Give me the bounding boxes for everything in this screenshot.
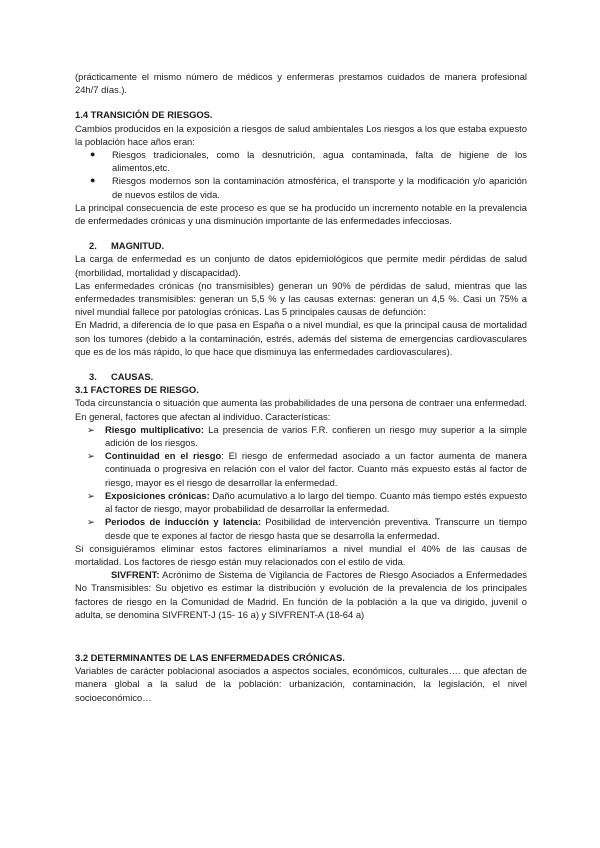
list-item (75, 423, 527, 449)
arrow-bullet-icon: ➢ (87, 450, 95, 462)
characteristics-list (75, 423, 527, 542)
arrow-bullet-icon: ➢ (87, 516, 95, 528)
list-item (75, 515, 527, 541)
section-2-paragraph-3: En Madrid, a diferencia de lo que pasa en España o a nivel mundial, es que la principal causa de mortalidad son los tumores (debido a la contaminación, estrés, además del sistema de emergencias cardiovasculares que es de los más rápido, lo que hace que disminuya las enfermedades cardiovasculares). (75, 319, 527, 357)
item-term: Exposiciones crónicas: (105, 489, 210, 501)
intro-paragraph: (prácticamente el mismo número de médicos y enfermeras prestamos cuidados de manera profesional 24h/7 días.). (75, 71, 527, 96)
list-item (75, 449, 527, 489)
risk-bullet-list (75, 148, 527, 201)
section-3-title: CAUSAS. (111, 371, 154, 383)
section-2-heading (75, 239, 527, 252)
item-term: Periodos de inducción y latencia: (105, 516, 261, 528)
section-3-1-paragraph: Toda circunstancia o situación que aumenta las probabilidades de una persona de contraer una enfermedad. En general, factores que afectan al individuo. Características: (75, 397, 527, 422)
section-1-4-conclusion: La principal consecuencia de este proceso es que se ha producido un incremento notable en la prevalencia de enfermedades crónicas y una disminución importante de las enfermedades infecciosas. (75, 201, 527, 227)
section-2-number: 2. (89, 240, 97, 252)
section-3-2-paragraph: Variables de carácter poblacional asociados a aspectos sociales, económicos, culturales…. que afectan de manera global a la salud de la población: urbanización, contaminación, la legislación, el nivel socioeconómico… (75, 665, 527, 703)
sivfrent-term: SIVFRENT: (111, 569, 160, 581)
item-term: Continuidad en el riesgo (105, 450, 222, 462)
item-text: Daño acumulativo a lo largo del tiempo. Cuanto más tiempo estés expuesto al factor de riesgo, mayor probabilidad de desarrollar la enfermedad. (105, 489, 527, 515)
section-1-4-heading: 1.4 TRANSICIÓN DE RIESGOS. (75, 109, 213, 121)
item-text: : El riesgo de enfermedad asociado a un factor aumenta de manera continuada o progresiva en relación con el valor del factor. Cuanto más expuesto estás al factor de riesgo, mayor es el riesgo de desarrollar la enfermedad. (105, 450, 527, 488)
item-text: La presencia de varios F.R. confieren un riesgo muy superior a la simple adición de los riesgos. (105, 423, 527, 449)
list-item (75, 174, 527, 200)
list-item (75, 148, 527, 174)
sivfrent-paragraph (75, 568, 527, 621)
arrow-bullet-icon: ➢ (87, 489, 95, 501)
item-term: Riesgo multiplicativo: (105, 423, 204, 435)
bullet-icon: ● (90, 149, 96, 160)
list-item (75, 489, 527, 515)
section-2-title: MAGNITUD. (111, 240, 165, 252)
section-3-1-heading: 3.1 FACTORES DE RIESGO. (75, 384, 199, 396)
section-3-number: 3. (89, 371, 97, 383)
section-3-1-paragraph-2: Si consiguiéramos eliminar estos factores eliminaríamos a nivel mundial el 40% de las causas de mortalidad. Los factores de riesgo están muy relacionados con el estilo de vida. (75, 542, 527, 567)
sivfrent-text: Acrónimo de Sistema de Vigilancia de Factores de Riesgo Asociados a Enfermedades No Transmisibles: Su objetivo es estimar la distribución y evolución de la prevalencia de los principales factores de riesgo en la Comunidad de Madrid. En función de la población a la que va dirigido, juvenil o adulta, se denomina SIVFRENT-J (15- 16 a) y SIVFRENT-A (18-64 a) (75, 569, 527, 620)
section-1-4-paragraph: Cambios producidos en la exposición a riesgos de salud ambientales Los riesgos a los que estaba expuesto la población hace años eran: (75, 122, 527, 147)
arrow-bullet-icon: ➢ (87, 423, 95, 435)
section-2-paragraph-2: Las enfermedades crónicas (no transmisibles) generan un 90% de pérdidas de salud, mientras que las enfermedades transmisibles: generan un 5,5 % y las causas externas: generan un 4,5 %. Casi un 75% a nivel mundial fallece por patologías crónicas. Las 5 principales causas de defunción: (75, 279, 527, 318)
section-3-2-heading: 3.2 DETERMINANTES DE LAS ENFERMEDADES CRÓNICAS. (75, 651, 345, 663)
bullet-text: Riesgos modernos son la contaminación atmosférica, el transporte y la modificación y/o aparición de nuevos estilos de vida. (112, 175, 527, 200)
document-page (75, 70, 527, 704)
bullet-icon: ● (90, 175, 96, 186)
section-3-heading (75, 370, 527, 383)
section-2-paragraph-1: La carga de enfermedad es un conjunto de datos epidemiológicos que permite medir pérdidas de salud (morbilidad, mortalidad y discapacidad). (75, 253, 527, 278)
bullet-text: Riesgos tradicionales, como la desnutrición, agua contaminada, falta de higiene de los alimentos,etc. (112, 149, 527, 174)
item-text: Posibilidad de intervención preventiva. Transcurre un tiempo desde que te expones al factor de riesgo hasta que se desarrolla la enfermedad. (105, 516, 527, 541)
